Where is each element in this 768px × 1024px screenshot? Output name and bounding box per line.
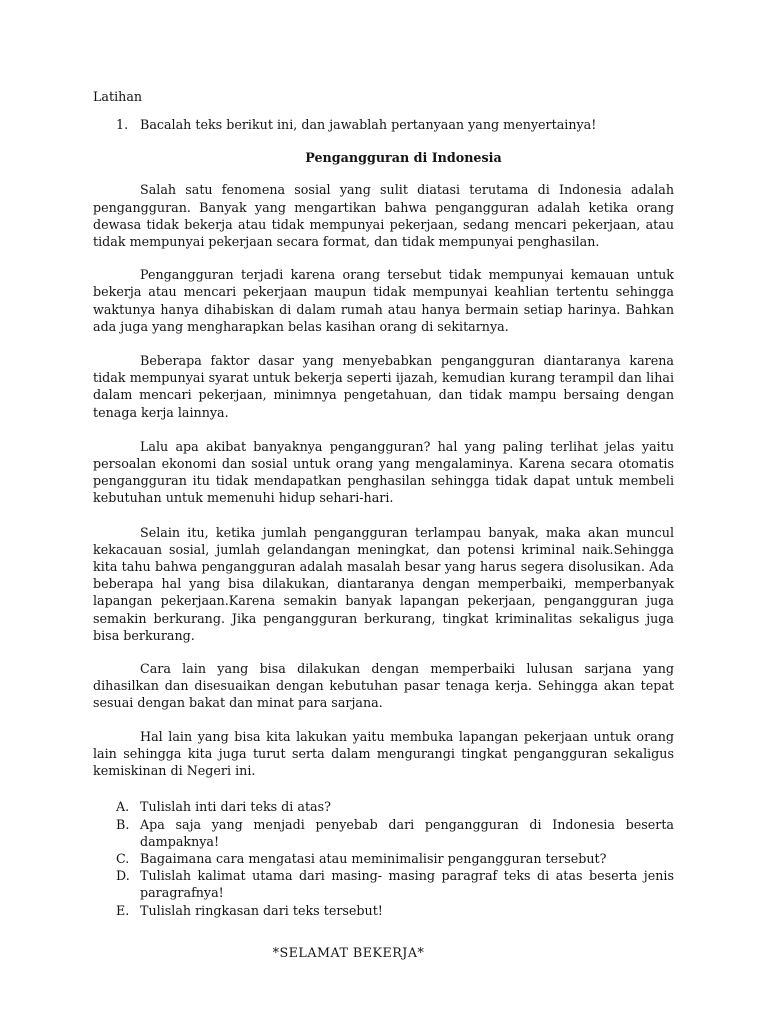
article-paragraph: Selain itu, ketika jumlah pengangguran terlampau banyak, maka akan muncul kekacauan sosial, jumlah gelandangan meningkat, dan potensi kriminal naik.Sehingga kita tahu bahwa pengangguran adalah masalah besar yang harus segera disolusikan. Ada beberapa hal yang bisa dilakukan, diantaranya dengan memperbaiki, memperbanyak lapangan pekerjaan.Karena semakin banyak lapangan pekerjaan, pengangguran juga semakin berkurang. Jika pengangguran berkurang, tingkat kriminalitas sekaligus juga bisa berkurang. [93,524,674,643]
question-item [93,867,674,901]
article-paragraph: Hal lain yang bisa kita lakukan yaitu membuka lapangan pekerjaan untuk orang lain sehingga kita juga turut serta dalam mengurangi tingkat pengangguran sekaligus kemiskinan di Negeri ini. [93,728,674,779]
article-paragraph: Pengangguran terjadi karena orang tersebut tidak mempunyai kemauan untuk bekerja atau mencari pekerjaan maupun tidak mempunyai keahlian tertentu sehingga waktunya hanya dihabiskan di dalam rumah atau hanya bermain setiap harinya. Bahkan ada juga yang mengharapkan belas kasihan orang di sekitarnya. [93,267,674,334]
question-text: Tulislah ringkasan dari teks tersebut! [140,902,383,918]
article-title: Pengangguran di Indonesia [305,150,502,166]
question-item [93,850,674,867]
question-text: Tulislah kalimat utama dari masing- masing paragraf teks di atas beserta jenis paragrafnya! [140,868,674,901]
question-letter: D. [116,868,130,884]
question-item [93,816,674,850]
question-text: Tulislah inti dari teks di atas? [140,799,331,815]
question-item [93,798,674,815]
question-text: Bagaimana cara mengatasi atau meminimalisir pengangguran tersebut? [140,850,607,866]
question-letter: B. [116,816,130,832]
question-text: Apa saja yang menjadi penyebab dari pengangguran di Indonesia beserta dampaknya! [140,816,674,849]
instruction [93,116,674,133]
article-paragraph: Lalu apa akibat banyaknya pengangguran? hal yang paling terlihat jelas yaitu persoalan ekonomi dan sosial untuk orang yang mengalaminya. Karena secara otomatis pengangguran itu tidak mendapatkan penghasilan sehingga tidak dapat untuk membeli kebutuhan untuk memenuhi hidup sehari-hari. [93,438,674,506]
instruction-text: Bacalah teks berikut ini, dan jawablah pertanyaan yang menyertainya! [140,117,597,132]
question-letter: E. [116,902,130,918]
page-heading: Latihan [93,89,143,104]
question-letter: C. [116,850,130,866]
article-paragraph: Cara lain yang bisa dilakukan dengan memperbaiki lulusan sarjana yang dihasilkan dan disesuaikan dengan kebutuhan pasar tenaga kerja. Sehingga akan tepat sesuai dengan bakat dan minat para sarjana. [93,661,674,711]
question-list [93,798,674,918]
closing-text: *SELAMAT BEKERJA* [272,944,425,960]
article-paragraph: Beberapa faktor dasar yang menyebabkan pengangguran diantaranya karena tidak mempunyai syarat untuk bekerja seperti ijazah, kemudian kurang terampil dan lihai dalam mencari pekerjaan, minimnya pengetahuan, dan tidak mampu bersaing dengan tenaga kerja lainnya. [93,353,674,420]
article-paragraph: Salah satu fenomena sosial yang sulit diatasi terutama di Indonesia adalah pengangguran. Banyak yang mengartikan bahwa pengangguran adalah ketika orang dewasa tidak bekerja atau tidak mempunyai pekerjaan, sedang mencari pekerjaan, atau tidak mempunyai pekerjaan secara format, dan tidak mempunyai penghasilan. [93,182,674,250]
instruction-number: 1. [116,117,129,132]
question-letter: A. [116,799,130,815]
question-item [93,902,674,919]
